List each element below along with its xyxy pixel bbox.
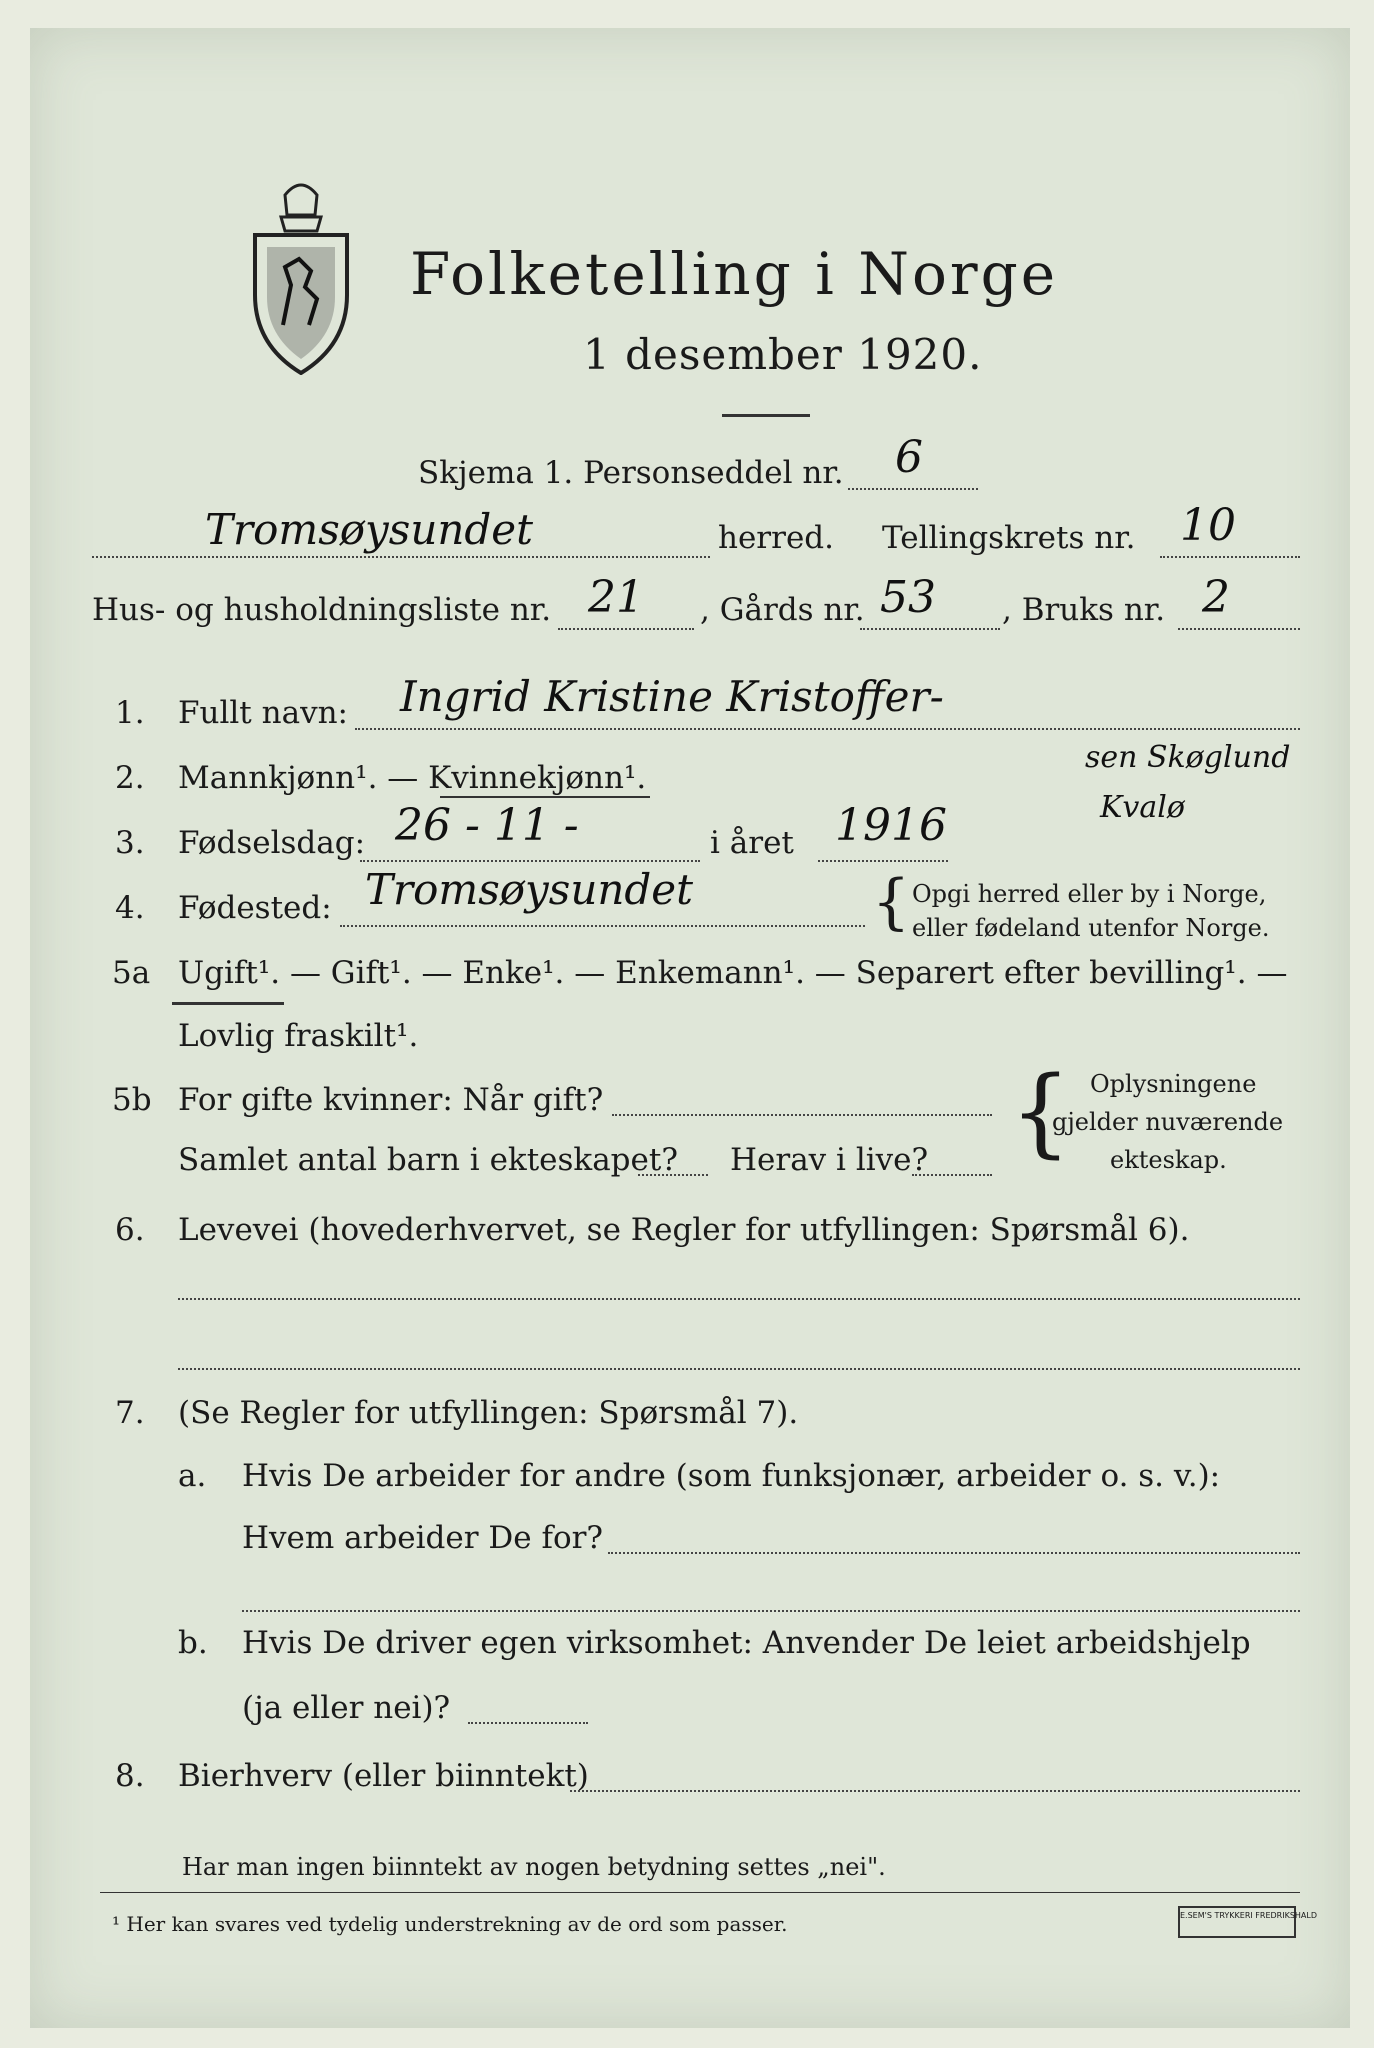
q1-label: Fullt navn:: [178, 695, 348, 731]
income-note: Har man ingen biinntekt av nogen betydning settes „nei".: [182, 1853, 886, 1881]
birthplace-note-2: eller fødeland utenfor Norge.: [912, 914, 1270, 942]
bruks-value[interactable]: 2: [1202, 572, 1230, 623]
birthplace-value[interactable]: Tromsøysundet: [365, 865, 694, 914]
q6-label: Levevei (hovederhvervet, se Regler for utfyllingen: Spørsmål 6).: [178, 1212, 1190, 1248]
q7a-line-1: [608, 1552, 1300, 1554]
q4-number: 4.: [115, 890, 145, 926]
footnote-divider: [100, 1892, 1300, 1893]
q3-number: 3.: [115, 825, 145, 861]
q7-number: 7.: [115, 1395, 145, 1431]
tellingskrets-value[interactable]: 10: [1180, 500, 1236, 551]
q5a-label: Ugift¹. — Gift¹. — Enke¹. — Enkemann¹. — Separert efter bevilling¹. —: [178, 955, 1288, 991]
gards-line: [860, 628, 1000, 630]
married-when-line: [612, 1114, 992, 1116]
birth-year-value[interactable]: 1916: [835, 800, 947, 851]
footnote: ¹ Her kan svares ved tydelig understrekning av de ord som passer.: [112, 1912, 788, 1936]
gards-label: , Gårds nr.: [700, 592, 865, 628]
full-name-continued[interactable]: sen Skøglund: [1085, 740, 1291, 775]
birthdate-value[interactable]: 26 - 11 -: [395, 800, 579, 851]
ugift-underline: [172, 1002, 284, 1005]
q5b-children-label: Samlet antal barn i ekteskapet?: [178, 1142, 678, 1178]
printer-stamp-text: E.SEM'S TRYKKERI FREDRIKSHALD: [1180, 1911, 1318, 1920]
herred-value[interactable]: Tromsøysundet: [205, 505, 534, 554]
q5a-number: 5a: [112, 955, 151, 991]
alive-line: [912, 1174, 992, 1176]
q6-number: 6.: [115, 1212, 145, 1248]
full-name-value[interactable]: Ingrid Kristine Kristoffer-: [400, 672, 944, 721]
q7b-label: Hvis De driver egen virksomhet: Anvender De leiet arbeidshjelp: [242, 1625, 1251, 1661]
form-date: 1 desember 1920.: [583, 330, 983, 379]
year-label: i året: [710, 825, 794, 861]
birthplace-note-1: Opgi herred eller by i Norge,: [912, 880, 1267, 908]
marriage-note-2: gjelder nuværende: [1052, 1108, 1284, 1136]
gards-value[interactable]: 53: [880, 572, 936, 623]
q5b-alive-label: Herav i live?: [730, 1142, 929, 1178]
norway-coat-of-arms-icon: [245, 175, 357, 375]
herred-label: herred.: [718, 520, 834, 556]
herred-line: [92, 556, 710, 558]
husholdningsliste-label: Hus- og husholdningsliste nr.: [92, 592, 552, 628]
marriage-brace: {: [1010, 1056, 1072, 1168]
husholdningsliste-line: [558, 628, 694, 630]
title-divider: [722, 414, 810, 417]
q7-label: (Se Regler for utfyllingen: Spørsmål 7).: [178, 1395, 799, 1431]
marriage-note-3: ekteskap.: [1110, 1146, 1227, 1174]
q7b-line: [468, 1722, 588, 1724]
q8-label: Bierhverv (eller biinntekt): [178, 1758, 589, 1794]
form-title: Folketelling i Norge: [410, 240, 1059, 308]
q7a-letter: a.: [178, 1458, 207, 1494]
q2-label: Mannkjønn¹. — Kvinnekjønn¹.: [178, 760, 647, 796]
full-name-extra[interactable]: Kvalø: [1100, 790, 1185, 825]
birthdate-line: [360, 860, 700, 862]
q8-line: [570, 1790, 1300, 1792]
q4-label: Fødested:: [178, 890, 332, 926]
schema-number-value[interactable]: 6: [895, 432, 923, 483]
q7a-label: Hvis De arbeider for andre (som funksjonær, arbeider o. s. v.):: [242, 1458, 1221, 1494]
q5a-label-cont: Lovlig fraskilt¹.: [178, 1018, 419, 1054]
q1-line: [355, 728, 1300, 730]
q7a-line-2: [242, 1610, 1300, 1612]
q6-line-1: [178, 1298, 1300, 1300]
q3-label: Fødselsdag:: [178, 825, 366, 861]
printer-stamp: [1178, 1906, 1318, 1938]
bruks-line: [1178, 628, 1300, 630]
q5b-label: For gifte kvinner: Når gift?: [178, 1082, 604, 1118]
tellingskrets-line: [1160, 556, 1300, 558]
schema-number-line: [848, 488, 978, 490]
q8-number: 8.: [115, 1758, 145, 1794]
q2-number: 2.: [115, 760, 145, 796]
bruks-label: , Bruks nr.: [1002, 592, 1166, 628]
husholdningsliste-value[interactable]: 21: [588, 572, 644, 623]
q7b-question: (ja eller nei)?: [242, 1690, 451, 1726]
marriage-note-1: Oplysningene: [1090, 1070, 1257, 1098]
children-line: [638, 1174, 708, 1176]
kvinnekjonn-underline: [440, 796, 650, 798]
q1-number: 1.: [115, 695, 145, 731]
schema-label: Skjema 1. Personseddel nr.: [418, 455, 844, 491]
q6-line-2: [178, 1368, 1300, 1370]
year-line: [818, 860, 948, 862]
q7a-question: Hvem arbeider De for?: [242, 1520, 604, 1556]
q5b-number: 5b: [112, 1082, 152, 1118]
birthplace-line: [340, 925, 865, 927]
birthplace-brace: {: [872, 867, 911, 937]
tellingskrets-label: Tellingskrets nr.: [882, 520, 1136, 556]
q7b-letter: b.: [178, 1625, 208, 1661]
